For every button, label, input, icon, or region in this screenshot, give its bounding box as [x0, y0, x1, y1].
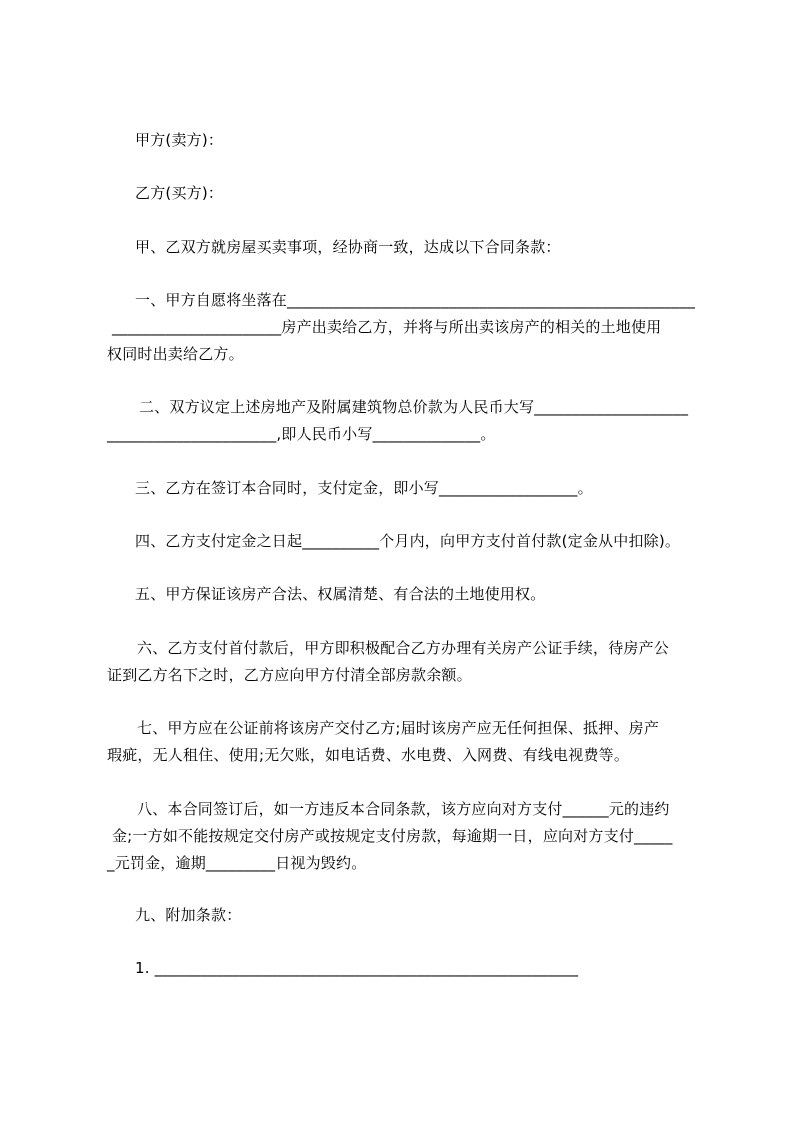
intro-paragraph: 甲、乙双方就房屋买卖事项，经协商一致，达成以下合同条款： — [135, 238, 561, 256]
clause-9-heading: 九、附加条款： — [135, 906, 242, 924]
party-a-label: 甲方(卖方)： — [135, 131, 224, 149]
clause-7-line-1: 七、甲方应在公证前将该房产交付乙方;届时该房产应无任何担保、抵押、房产 — [137, 719, 660, 737]
clause-6-line-1: 六、乙方支付首付款后，甲方即积极配合乙方办理有关房产公证手续，待房产公 — [137, 639, 670, 657]
additional-clause-1: 1. _______________________________________________________ — [135, 959, 579, 977]
clause-1-line-3: 权同时出卖给乙方。 — [107, 345, 244, 363]
clause-1-line-2: ______________________房产出卖给乙方，并将与所出卖该房产的相关的土地使用 — [107, 318, 662, 336]
clause-4: 四、乙方支付定金之日起__________个月内，向甲方支付首付款(定金从中扣除)。 — [135, 532, 681, 550]
clause-1-line-1: 一、甲方自愿将坐落在_____________________________________________________ — [135, 291, 696, 309]
clause-5: 五、甲方保证该房产合法、权属清楚、有合法的土地使用权。 — [135, 585, 546, 603]
clause-2-line-1: 二、双方议定上述房地产及附属建筑物总价款为人民币大写____________________ — [139, 398, 689, 416]
clause-7-line-2: 瑕疵，无人租住、使用;无欠账，如电话费、水电费、入网费、有线电视费等。 — [107, 746, 630, 764]
clause-8-line-1: 八、本合同签订后，如一方违反本合同条款，该方应向对方支付______元的违约 — [137, 800, 670, 818]
clause-6-line-2: 证到乙方名下之时，乙方应向甲方付清全部房款余额。 — [107, 666, 472, 684]
clause-8-line-2: 金;一方如不能按规定交付房产或按规定支付房款，每逾期一日，应向对方支付_____ — [107, 827, 673, 845]
clause-3: 三、乙方在签订本合同时，支付定金，即小写__________________。 — [135, 479, 593, 497]
clause-8-line-3: _元罚金，逾期_________日视为毁约。 — [107, 854, 367, 872]
party-b-label: 乙方(买方)： — [135, 184, 224, 202]
clause-2-line-2: ______________________,即人民币小写______________。 — [107, 425, 496, 443]
